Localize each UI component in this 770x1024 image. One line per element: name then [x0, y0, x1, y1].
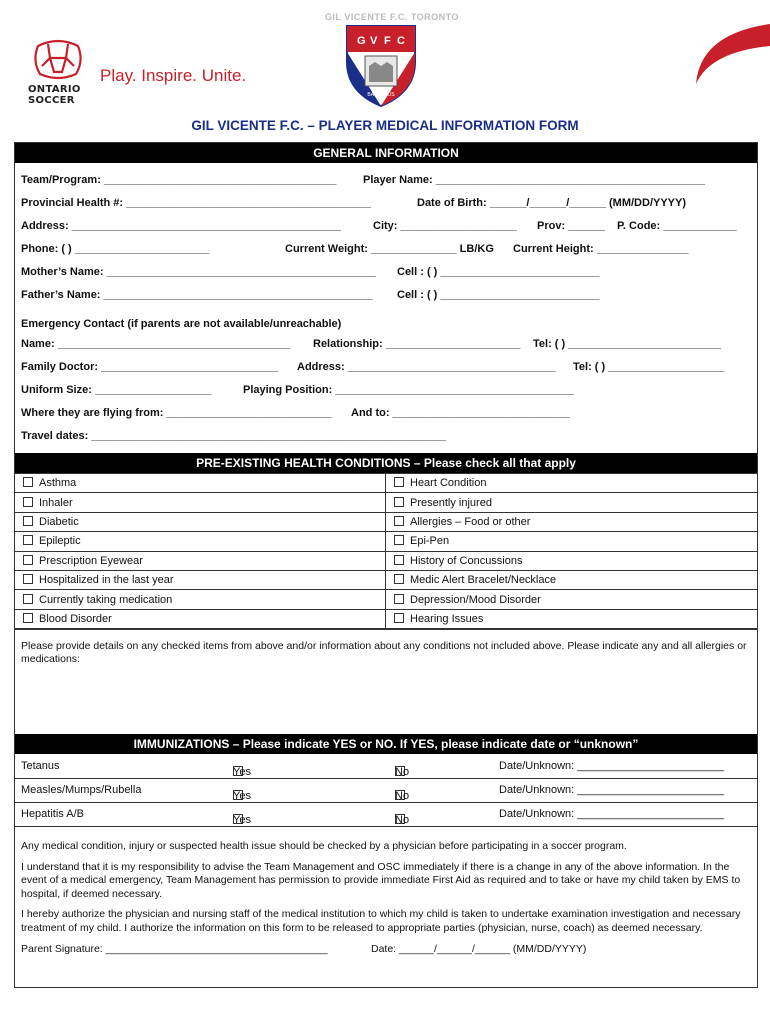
date-unknown-field[interactable]: Date/Unknown: ________________________ [499, 808, 725, 821]
crest-letter-f: F [384, 35, 391, 47]
osc-line1: ONTARIO [28, 84, 81, 95]
table-row: Tetanus Yes No Date/Unknown: ________________________ [15, 754, 757, 779]
tagline: Play. Inspire. Unite. [100, 66, 247, 85]
father-name-field[interactable]: Father’s Name: ____________________________________________ [21, 289, 373, 301]
checkbox-icon[interactable] [23, 477, 33, 487]
checkbox-icon[interactable] [394, 574, 404, 584]
travel-dates-field[interactable]: Travel dates: __________________________________________________________ [21, 430, 447, 442]
provincial-health-field[interactable]: Provincial Health #: ________________________________________ [21, 197, 371, 209]
uniform-size-field[interactable]: Uniform Size: ___________________ [21, 384, 212, 396]
conditions-details-area[interactable] [15, 629, 757, 734]
signature-date-field[interactable]: Date: ______/______/______ (MM/DD/YYYY) [371, 943, 587, 956]
crest-bottom-text: BARCELOS [367, 92, 395, 98]
checkbox-icon[interactable] [23, 535, 33, 545]
immunizations-table [15, 754, 757, 826]
table-row [15, 512, 757, 531]
flying-to-field[interactable]: And to: _____________________________ [351, 407, 570, 419]
red-swoosh-icon [690, 24, 770, 124]
player-name-field[interactable]: Player Name: ____________________________________________ [363, 174, 705, 186]
table-row [15, 590, 757, 609]
checkbox-icon[interactable] [23, 555, 33, 565]
checkbox-icon[interactable] [23, 613, 33, 623]
condition-concussions[interactable]: History of Concussions [386, 551, 758, 570]
general-info-heading: GENERAL INFORMATION [15, 143, 757, 163]
condition-asthma[interactable]: Asthma [15, 474, 386, 493]
general-info-section [15, 163, 757, 453]
checkbox-icon[interactable] [394, 535, 404, 545]
club-name-top: GIL VICENTE F.C. TORONTO [325, 12, 460, 22]
consent-paragraph-2: I understand that it is my responsibility to advise the Team Management and OSC immediately if there is a change in any of the above information. In the event of a medical emergency, Team Management has permission to provide immediate First Aid as required and to take or have my child taken by EMS to hospital, if deemed necessary. [21, 860, 741, 900]
condition-depression[interactable]: Depression/Mood Disorder [386, 590, 758, 609]
date-unknown-field[interactable]: Date/Unknown: ________________________ [499, 784, 725, 797]
form-title: GIL VICENTE F.C. – PLAYER MEDICAL INFORMATION FORM [191, 118, 579, 133]
table-row: Hepatitis A/B Yes No Date/Unknown: ________________________ [15, 802, 757, 827]
date-unknown-field[interactable]: Date/Unknown: ________________________ [499, 760, 725, 773]
emergency-relationship-field[interactable]: Relationship: ______________________ [313, 338, 521, 350]
ontario-soccer-wordmark [28, 84, 81, 106]
emergency-contact-label: Emergency Contact (if parents are not available/unreachable) [21, 318, 342, 330]
condition-epileptic[interactable]: Epileptic [15, 532, 386, 551]
immunization-name: Measles/Mumps/Rubella [21, 784, 142, 797]
checkbox-icon[interactable] [394, 516, 404, 526]
mother-cell-field[interactable]: Cell : ( ) __________________________ [397, 266, 600, 278]
condition-diabetic[interactable]: Diabetic [15, 512, 386, 531]
condition-injured[interactable]: Presently injured [386, 493, 758, 512]
condition-heart[interactable]: Heart Condition [386, 474, 758, 493]
flying-from-field[interactable]: Where they are flying from: ___________________________ [21, 407, 332, 419]
condition-eyewear[interactable]: Prescription Eyewear [15, 551, 386, 570]
immunization-name: Hepatitis A/B [21, 808, 84, 821]
consent-section [15, 826, 757, 963]
team-program-field[interactable]: Team/Program: ______________________________________ [21, 174, 337, 186]
condition-allergies[interactable]: Allergies – Food or other [386, 512, 758, 531]
checkbox-icon[interactable] [394, 555, 404, 565]
checkbox-icon[interactable] [23, 574, 33, 584]
condition-epipen[interactable]: Epi-Pen [386, 532, 758, 551]
father-cell-field[interactable]: Cell : ( ) __________________________ [397, 289, 600, 301]
condition-blood[interactable]: Blood Disorder [15, 609, 386, 628]
emergency-name-field[interactable]: Name: ______________________________________ [21, 338, 291, 350]
condition-hearing[interactable]: Hearing Issues [386, 609, 758, 628]
current-weight-field[interactable]: Current Weight: ______________ LB/KG [285, 243, 494, 255]
checkbox-icon[interactable] [394, 477, 404, 487]
playing-position-field[interactable]: Playing Position: _______________________________________ [243, 384, 574, 396]
crest-letter-g: G [357, 35, 366, 47]
medical-form [14, 142, 758, 988]
postal-code-field[interactable]: P. Code: ____________ [617, 220, 737, 232]
date-of-birth-field[interactable]: Date of Birth: ______/______/______ (MM/DD/YYYY) [417, 197, 687, 209]
table-row [15, 532, 757, 551]
family-doctor-field[interactable]: Family Doctor: _____________________________ [21, 361, 279, 373]
condition-medication[interactable]: Currently taking medication [15, 590, 386, 609]
consent-paragraph-1: Any medical condition, injury or suspected health issue should be checked by a physician before participating in a soccer program. [21, 840, 627, 853]
address-field[interactable]: Address: ____________________________________________ [21, 220, 341, 232]
mother-name-field[interactable]: Mother’s Name: ____________________________________________ [21, 266, 376, 278]
phone-field[interactable]: Phone: ( ) ______________________ [21, 243, 210, 255]
condition-inhaler[interactable]: Inhaler [15, 493, 386, 512]
table-row [15, 570, 757, 589]
checkbox-icon[interactable] [23, 497, 33, 507]
conditions-heading: PRE-EXISTING HEALTH CONDITIONS – Please check all that apply [15, 453, 757, 473]
province-field[interactable]: Prov: ______ [537, 220, 605, 232]
table-row [15, 493, 757, 512]
condition-medic-alert[interactable]: Medic Alert Bracelet/Necklace [386, 570, 758, 589]
details-prompt: Please provide details on any checked items from above and/or information about any conditions not included above. Please indicate any and all allergies or medications: [21, 640, 747, 666]
parent-signature-field[interactable]: Parent Signature: ______________________________________ [21, 943, 328, 956]
immunizations-heading: IMMUNIZATIONS – Please indicate YES or NO. If YES, please indicate date or “unknown” [15, 734, 757, 754]
signature-row [21, 943, 751, 963]
table-row [15, 551, 757, 570]
doctor-address-field[interactable]: Address: __________________________________ [297, 361, 556, 373]
crest-letter-c: C [397, 35, 405, 47]
doctor-tel-field[interactable]: Tel: ( ) ___________________ [573, 361, 725, 373]
checkbox-icon[interactable] [394, 613, 404, 623]
current-height-field[interactable]: Current Height: _______________ [513, 243, 689, 255]
page-header [0, 0, 770, 115]
city-field[interactable]: City: ___________________ [373, 220, 517, 232]
osc-line2: SOCCER [28, 95, 75, 106]
condition-hospitalized[interactable]: Hospitalized in the last year [15, 570, 386, 589]
crest-letter-v: V [370, 35, 378, 47]
table-row [15, 609, 757, 628]
checkbox-icon[interactable] [394, 497, 404, 507]
immunization-name: Tetanus [21, 760, 60, 773]
table-row [15, 474, 757, 493]
checkbox-icon[interactable] [23, 594, 33, 604]
emergency-tel-field[interactable]: Tel: ( ) _________________________ [533, 338, 722, 350]
table-row: Measles/Mumps/Rubella Yes No Date/Unknown: ________________________ [15, 778, 757, 803]
conditions-table [15, 473, 757, 629]
checkbox-icon[interactable] [394, 594, 404, 604]
club-crest-icon [343, 22, 419, 108]
consent-paragraph-3: I hereby authorize the physician and nursing staff of the medical institution to which my child is taken to undertake examination investigation and necessary treatment of my child. I authorize the information on this form to be released to appropriate parties (physician, nurse, coach) as deemed necessary. [21, 908, 741, 934]
checkbox-icon[interactable] [23, 516, 33, 526]
